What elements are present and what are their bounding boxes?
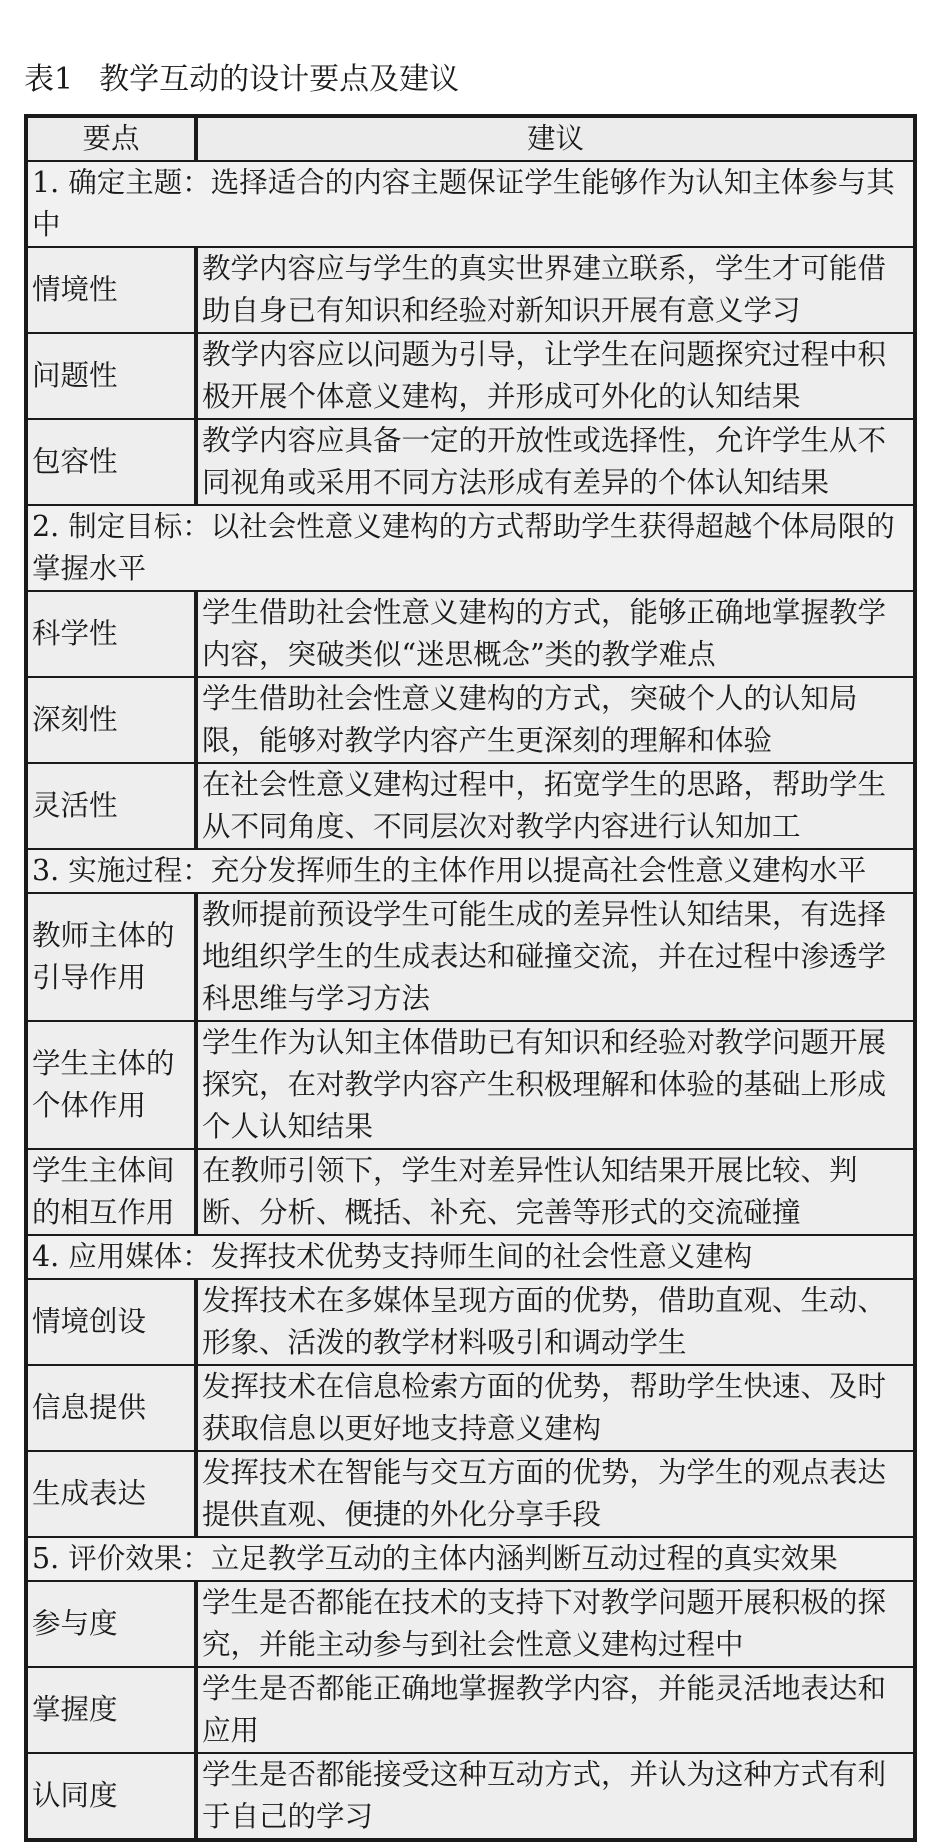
- key-point-text: 问题性: [32, 359, 118, 392]
- key-point-text: 掌握度: [32, 1693, 118, 1726]
- key-point-cell: [26, 763, 196, 849]
- key-point-text: 灵活性: [32, 789, 118, 822]
- table-row: [26, 591, 915, 677]
- suggestion-cell: [196, 893, 915, 1021]
- suggestion-cell: [196, 763, 915, 849]
- table-row: [26, 1365, 915, 1451]
- key-point-cell: [26, 1149, 196, 1235]
- suggestion-cell: [196, 591, 915, 677]
- section-row: [26, 505, 915, 591]
- table-number: 表1: [24, 62, 74, 97]
- table-row: [26, 893, 915, 1021]
- key-point-cell: [26, 247, 196, 333]
- key-point-text: 参与度: [32, 1607, 118, 1640]
- table-row: [26, 1021, 915, 1149]
- suggestion-text: 发挥技术在信息检索方面的优势，帮助学生快速、及时获取信息以更好地支持意义建构: [202, 1370, 887, 1445]
- suggestion-cell: [196, 1279, 915, 1365]
- suggestion-text: 学生借助社会性意义建构的方式，能够正确地掌握教学内容，突破类似“迷思概念”类的教学难点: [202, 596, 887, 671]
- suggestion-cell: [196, 1021, 915, 1149]
- section-heading-text: 3. 实施过程：充分发挥师生的主体作用以提高社会性意义建构水平: [32, 854, 867, 887]
- table-row: [26, 1581, 915, 1667]
- table-row: [26, 247, 915, 333]
- suggestion-cell: [196, 1451, 915, 1537]
- key-point-cell: [26, 1667, 196, 1753]
- table-row: [26, 333, 915, 419]
- table-title: 教学互动的设计要点及建议: [99, 62, 460, 97]
- table-caption: [24, 60, 459, 100]
- suggestion-cell: [196, 1667, 915, 1753]
- section-heading: [26, 505, 915, 591]
- section-heading-text: 5. 评价效果：立足教学互动的主体内涵判断互动过程的真实效果: [32, 1542, 838, 1575]
- suggestion-text: 学生借助社会性意义建构的方式，突破个人的认知局限，能够对教学内容产生更深刻的理解和体验: [202, 682, 858, 757]
- suggestion-text: 学生是否都能正确地掌握教学内容，并能灵活地表达和应用: [202, 1672, 887, 1747]
- suggestion-text: 教学内容应与学生的真实世界建立联系，学生才可能借助自身已有知识和经验对新知识开展有意义学习: [202, 252, 887, 327]
- key-point-cell: [26, 893, 196, 1021]
- suggestion-text: 在教师引领下，学生对差异性认知结果开展比较、判断、分析、概括、补充、完善等形式的交流碰撞: [202, 1154, 858, 1229]
- header-suggestion: 建议: [196, 116, 915, 161]
- section-heading: [26, 1235, 915, 1279]
- table-row: [26, 1149, 915, 1235]
- section-heading: [26, 849, 915, 893]
- suggestion-cell: [196, 333, 915, 419]
- section-row: [26, 161, 915, 247]
- suggestion-text: 学生作为认知主体借助已有知识和经验对教学问题开展探究，在对教学内容产生积极理解和体验的基础上形成个人认知结果: [202, 1026, 887, 1143]
- key-point-text: 生成表达: [32, 1477, 147, 1510]
- key-point-text: 学生主体的个体作用: [32, 1047, 175, 1122]
- key-point-cell: [26, 1021, 196, 1149]
- table-row: [26, 763, 915, 849]
- section-heading-text: 4. 应用媒体：发挥技术优势支持师生间的社会性意义建构: [32, 1240, 753, 1273]
- suggestion-cell: [196, 247, 915, 333]
- table-row: [26, 1667, 915, 1753]
- header-key-point: 要点: [26, 116, 196, 161]
- key-point-cell: [26, 591, 196, 677]
- section-heading: [26, 1537, 915, 1581]
- key-point-text: 信息提供: [32, 1391, 147, 1424]
- key-point-text: 认同度: [32, 1779, 118, 1812]
- suggestion-cell: [196, 1753, 915, 1840]
- section-row: [26, 849, 915, 893]
- suggestion-text: 教学内容应具备一定的开放性或选择性，允许学生从不同视角或采用不同方法形成有差异的个体认知结果: [202, 424, 887, 499]
- table-row: [26, 419, 915, 505]
- key-point-cell: [26, 1279, 196, 1365]
- suggestion-cell: [196, 1581, 915, 1667]
- key-point-cell: [26, 333, 196, 419]
- design-points-table: [24, 114, 917, 1842]
- key-point-text: 深刻性: [32, 703, 118, 736]
- section-heading-text: 2. 制定目标：以社会性意义建构的方式帮助学生获得超越个体局限的掌握水平: [32, 510, 895, 585]
- suggestion-text: 在社会性意义建构过程中，拓宽学生的思路，帮助学生从不同角度、不同层次对教学内容进行认知加工: [202, 768, 887, 843]
- suggestion-text: 教师提前预设学生可能生成的差异性认知结果，有选择地组织学生的生成表达和碰撞交流，并在过程中渗透学科思维与学习方法: [202, 898, 887, 1015]
- key-point-cell: [26, 1365, 196, 1451]
- table-header-row: [26, 116, 915, 161]
- key-point-cell: [26, 1581, 196, 1667]
- key-point-text: 学生主体间的相互作用: [32, 1154, 175, 1229]
- key-point-text: 包容性: [32, 445, 118, 478]
- key-point-text: 情境创设: [32, 1305, 147, 1338]
- table-row: [26, 1451, 915, 1537]
- table-row: [26, 1279, 915, 1365]
- table-row: [26, 1753, 915, 1840]
- suggestion-text: 学生是否都能在技术的支持下对教学问题开展积极的探究，并能主动参与到社会性意义建构过程中: [202, 1586, 887, 1661]
- suggestion-text: 发挥技术在多媒体呈现方面的优势，借助直观、生动、形象、活泼的教学材料吸引和调动学生: [202, 1284, 887, 1359]
- suggestion-text: 发挥技术在智能与交互方面的优势，为学生的观点表达提供直观、便捷的外化分享手段: [202, 1456, 887, 1531]
- key-point-text: 科学性: [32, 617, 118, 650]
- section-row: [26, 1235, 915, 1279]
- section-row: [26, 1537, 915, 1581]
- key-point-cell: [26, 1753, 196, 1840]
- section-heading-text: 1. 确定主题：选择适合的内容主题保证学生能够作为认知主体参与其中: [32, 166, 895, 241]
- key-point-cell: [26, 677, 196, 763]
- suggestion-text: 教学内容应以问题为引导，让学生在问题探究过程中积极开展个体意义建构，并形成可外化的认知结果: [202, 338, 887, 413]
- key-point-text: 情境性: [32, 273, 118, 306]
- suggestion-text: 学生是否都能接受这种互动方式，并认为这种方式有利于自己的学习: [202, 1758, 887, 1833]
- suggestion-cell: [196, 1365, 915, 1451]
- suggestion-cell: [196, 677, 915, 763]
- key-point-cell: [26, 419, 196, 505]
- key-point-cell: [26, 1451, 196, 1537]
- key-point-text: 教师主体的引导作用: [32, 919, 175, 994]
- suggestion-cell: [196, 1149, 915, 1235]
- table-row: [26, 677, 915, 763]
- section-heading: [26, 161, 915, 247]
- table-body: [26, 161, 915, 1840]
- suggestion-cell: [196, 419, 915, 505]
